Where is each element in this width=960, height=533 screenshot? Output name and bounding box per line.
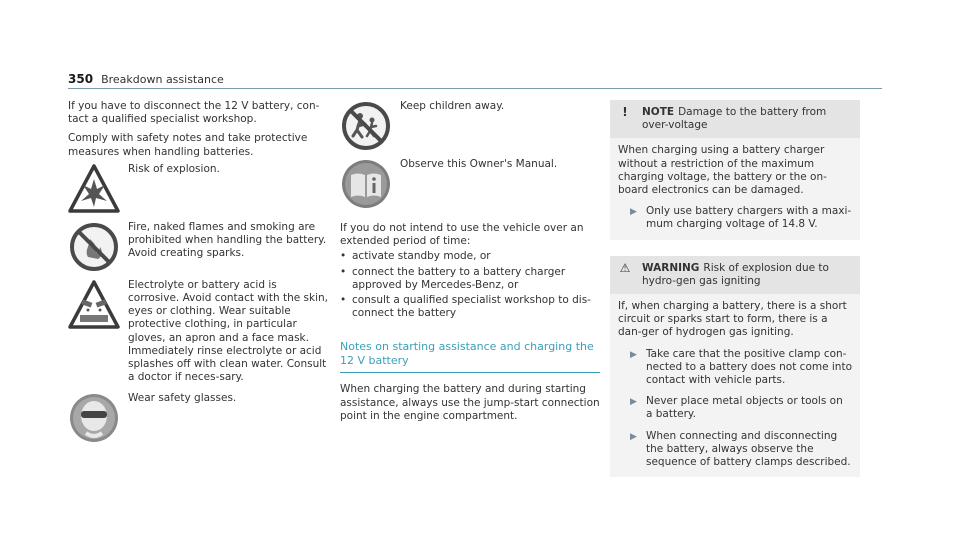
explosion-text: Risk of explosion. [128, 162, 220, 175]
step-arrow-icon: ▶ [630, 431, 637, 442]
list-item: • consult a qualified specialist workshop to dis-connect the battery [340, 294, 600, 320]
warning-box [610, 256, 860, 478]
keep-children-away-text: Keep children away. [400, 100, 505, 112]
warning-step-text: Never place metal objects or tools on a battery. [646, 395, 843, 421]
note-step [618, 205, 852, 231]
step-arrow-icon: ▶ [630, 207, 637, 218]
warning-step-text: Take care that the positive clamp con-nected to a battery does not come into contact with vehicle parts. [646, 347, 853, 387]
note-box [610, 100, 860, 240]
page-title: Breakdown assistance [101, 73, 224, 86]
note-step-text: Only use battery chargers with a maxi-mum charging voltage of 14.8 V. [646, 205, 852, 231]
keep-children-away-icon [340, 100, 392, 152]
note-header [610, 100, 860, 138]
warning-label: WARNING [642, 261, 700, 274]
step-arrow-icon: ▶ [630, 349, 637, 360]
storage-intro: If you do not intend to use the vehicle over an extended period of time: [340, 222, 584, 248]
jump-start-paragraph: When charging the battery and during starting assistance, always use the jump-start connection point in the engine compartment. [340, 383, 600, 422]
list-item: • connect the battery to a battery charger approved by Mercedes-Benz, or [340, 266, 600, 292]
icon-row-corrosive [68, 279, 328, 385]
page-number: 350 [68, 72, 94, 86]
column-right [610, 100, 860, 493]
icon-row-no-fire [68, 221, 328, 273]
warning-step [618, 348, 852, 388]
warning-title: Risk of explosion due to hydro-gen gas igniting [642, 261, 829, 287]
icon-row-owners-manual [340, 158, 600, 210]
step-arrow-icon: ▶ [630, 397, 637, 408]
explosion-warning-icon [68, 163, 120, 215]
column-left [68, 100, 328, 452]
exclamation-icon: ! [622, 105, 628, 119]
warning-header [610, 256, 860, 294]
note-label: NOTE [642, 106, 675, 118]
column-middle [340, 100, 600, 429]
icon-row-keep-children-away [340, 100, 600, 152]
intro-paragraph-2: Comply with safety notes and take protective measures when handling batteries. [68, 132, 308, 158]
intro-paragraph-1: If you have to disconnect the 12 V battery, con-tact a qualified specialist workshop. [68, 100, 320, 126]
warning-body [610, 294, 860, 477]
note-text: When charging using a battery charger without a restriction of the maximum charging voltage, the battery or the on-board electronics can be damaged. [618, 144, 827, 197]
note-body [610, 138, 860, 239]
safety-glasses-text: Wear safety glasses. [128, 392, 237, 405]
list-item: • activate standby mode, or [340, 250, 600, 263]
header-divider [68, 88, 882, 89]
corrosive-warning-icon [68, 279, 120, 331]
warning-text: If, when charging a battery, there is a short circuit or sparks start to form, there is a dan-ger of hydrogen gas igniting. [618, 300, 847, 339]
warning-triangle-icon: ⚠ [619, 260, 631, 275]
no-fire-text: Fire, naked flames and smoking are prohibited when handling the battery. Avoid creating sparks. [128, 220, 327, 260]
note-title: Damage to the battery from over-voltage [642, 106, 827, 132]
warning-step-text: When connecting and disconnecting the battery, always observe the sequence of battery clamps described. [646, 429, 851, 469]
section-heading-jump-start: Notes on starting assistance and charging the 12 V battery [340, 340, 600, 373]
owners-manual-text: Observe this Owner's Manual. [400, 158, 558, 170]
page-header [68, 72, 224, 86]
owners-manual-icon [340, 158, 392, 210]
safety-glasses-icon [68, 392, 120, 444]
storage-bullet-list [340, 250, 600, 320]
icon-row-explosion [68, 163, 328, 215]
warning-step [618, 430, 852, 470]
icon-row-safety-glasses [68, 392, 328, 444]
no-fire-icon [68, 221, 120, 273]
corrosive-text: Electrolyte or battery acid is corrosive. Avoid contact with the skin, eyes or clothing. Wear suitable protective clothing, in particular gloves, an apron and a face mask. Immediately rinse electrolyte or acid splashes off with clean water. Consult a doctor if neces-sary. [128, 278, 328, 384]
warning-step [618, 395, 852, 421]
